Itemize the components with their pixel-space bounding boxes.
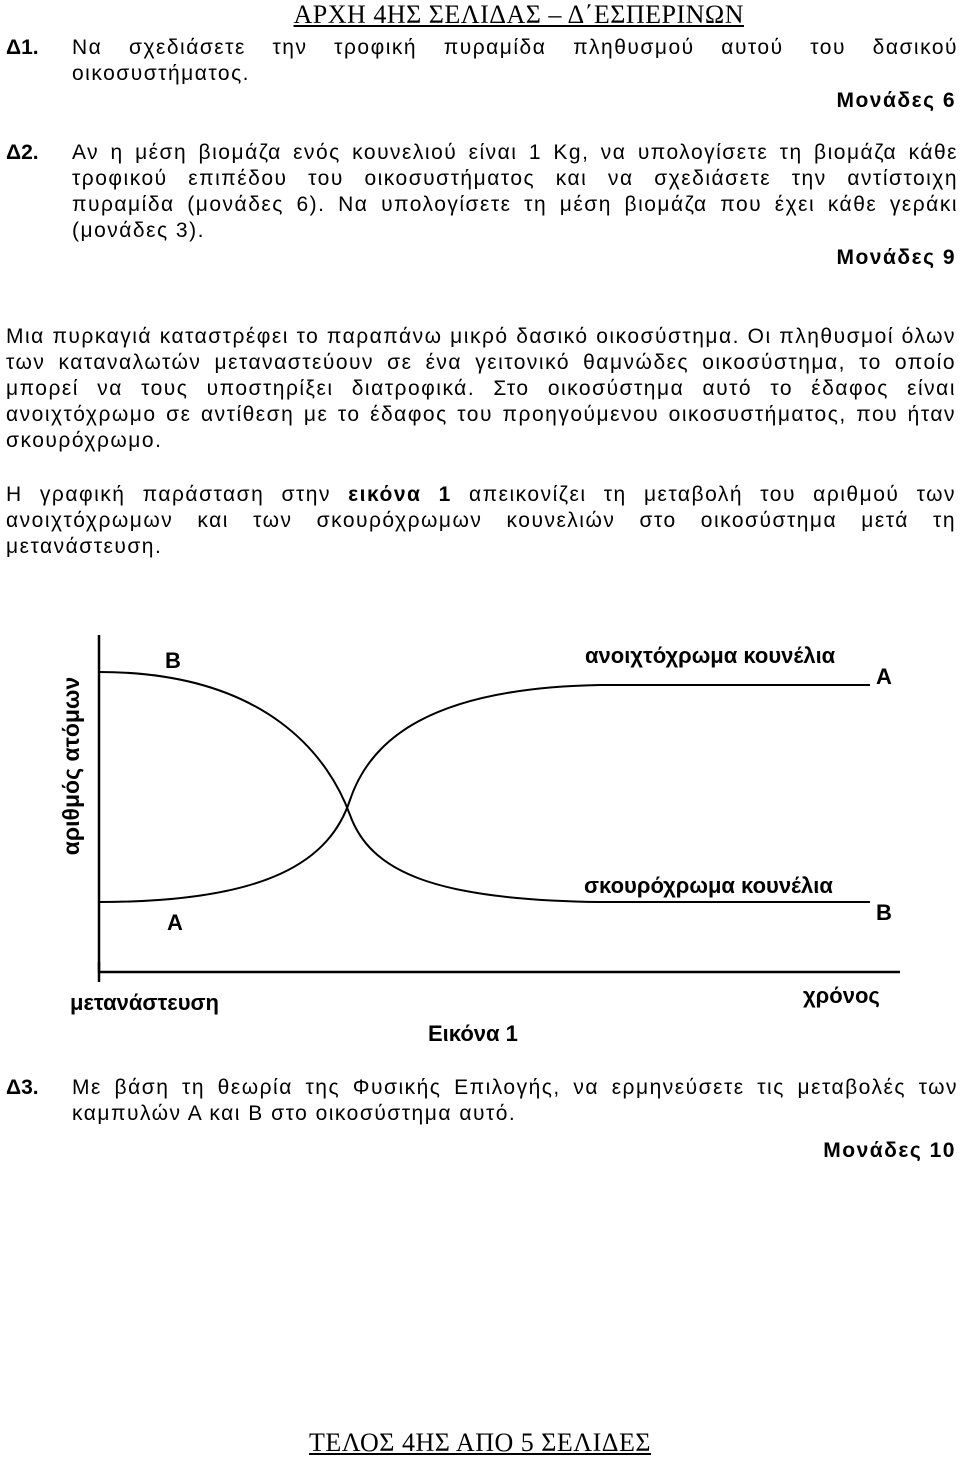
question-text: Να σχεδιάσετε την τροφική πυραμίδα πληθυσμού αυτού του δασικού οικοσυστήματος.	[72, 36, 958, 85]
paragraph-fire: Μια πυρκαγιά καταστρέφει το παραπάνω μικρό δασικό οικοσύστημα. Οι πληθυσμοί όλων των καταναλωτών μεταναστεύουν σε ένα γειτονικό θαμνώδες οικοσύστημα, το οποίο μπορεί να τους υποστηρίξει διατροφικά. Στο οικοσύστημα αυτό το έδαφος είναι ανοιχτόχρωμο σε αντίθεση με το έδαφος του προηγούμενου οικοσυστήματος, που ήταν σκουρόχρωμο.	[6, 325, 956, 452]
question-number: Δ1.	[6, 36, 39, 59]
question-number: Δ2.	[6, 141, 39, 164]
text-segment: Η γραφική παράσταση στην	[6, 483, 349, 506]
figure-reference: εικόνα 1	[348, 483, 452, 506]
light-curve-letter: Α	[876, 664, 892, 689]
curve-start-label-a: Α	[167, 910, 183, 935]
origin-label: μετανάστευση	[70, 990, 219, 1015]
page-header: ΑΡΧΗ 4ΗΣ ΣΕΛΙΔΑΣ – Δ΄ΕΣΠΕΡΙΝΩΝ	[293, 0, 744, 29]
curve-a-light	[99, 685, 870, 902]
x-axis-label: χρόνος	[803, 983, 880, 1008]
curve-start-label-b: Β	[165, 648, 181, 673]
question-d2	[6, 140, 958, 250]
light-rabbits-label: ανοιχτόχρωμα κουνέλια	[585, 643, 836, 668]
marks-d2: Μονάδες 9	[836, 246, 956, 269]
figure-1	[0, 600, 960, 1060]
question-d1	[6, 35, 958, 91]
question-text: Με βάση τη θεωρία της Φυσικής Επιλογής, να ερμηνεύσετε τις μεταβολές των καμπυλών Α και Β στο οικοσύστημα αυτό.	[72, 1076, 958, 1125]
page-footer: ΤΕΛΟΣ 4ΗΣ ΑΠΟ 5 ΣΕΛΙΔΕΣ	[308, 1428, 652, 1457]
marks-d3: Μονάδες 10	[823, 1139, 956, 1162]
figure-caption: Εικόνα 1	[428, 1021, 518, 1046]
y-axis-label: αριθμός ατόμων	[58, 676, 84, 856]
question-text: Αν η μέση βιομάζα ενός κουνελιού είναι 1 Kg, να υπολογίσετε τη βιομάζα κάθε τροφικού επιπέδου του οικοσυστήματος και να σχεδιάσετε την αντίστοιχη πυραμίδα (μονάδες 6). Να υπολογίσετε τη μέση βιομάζα που έχει κάθε γεράκι (μονάδες 3).	[72, 141, 958, 242]
dark-rabbits-label: σκουρόχρωμα κουνέλια	[584, 873, 833, 898]
curve-b-dark	[99, 672, 870, 902]
question-d3	[6, 1075, 958, 1131]
question-number: Δ3.	[6, 1076, 39, 1099]
text-segment: απεικονίζει τη μεταβολή του αριθμού των ανοιχτόχρωμων και των σκουρόχρωμων κουνελιών στο οικοσύστημα μετά τη μετανάστευση.	[6, 483, 956, 558]
dark-curve-letter: Β	[876, 900, 892, 925]
marks-d1: Μονάδες 6	[836, 89, 956, 112]
paragraph-figure-intro	[6, 482, 956, 560]
